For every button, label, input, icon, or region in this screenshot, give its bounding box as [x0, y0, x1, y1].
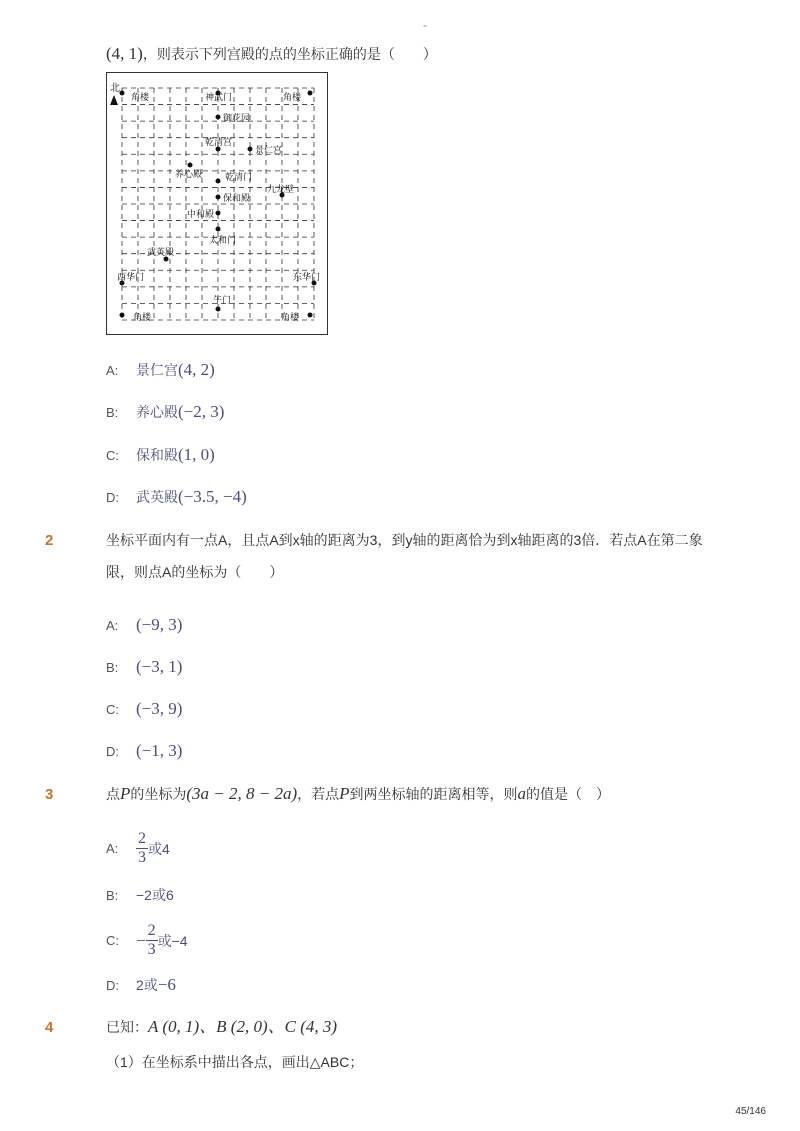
question-number: 4 [45, 1019, 54, 1036]
q2-line-1: 坐标平面内有一点A，且点A到x轴的距离为3，到y轴的距离恰为到x轴距离的3倍．若点A在第二象 [106, 532, 703, 548]
option-letter: B: [106, 404, 119, 420]
north-arrow-icon [110, 95, 118, 105]
option-text: 景仁宫 [136, 362, 178, 378]
option-letter: D: [106, 489, 119, 505]
option-math: (−3, 1) [136, 657, 183, 676]
palace-point [216, 195, 221, 200]
label-yangxindian: 养心殿 [175, 169, 203, 179]
option-letter: D: [106, 743, 119, 759]
label-corner-tl: 角楼 [131, 92, 150, 102]
palace-point [188, 163, 193, 168]
label-qianqinggong: 乾清宫 [205, 137, 233, 147]
palace-point [216, 147, 221, 152]
q2-line-2: 限，则点A的坐标为（ ） [106, 564, 284, 580]
option-letter: D: [106, 977, 119, 993]
negative-sign: − [136, 930, 146, 950]
option-letter: A: [106, 841, 119, 856]
numerator: 2 [138, 830, 146, 847]
label-corner-bl: 角楼 [133, 312, 152, 322]
palace-point [216, 227, 221, 232]
q3-var-a: a [517, 784, 527, 803]
q1-option-a[interactable] [106, 360, 215, 380]
q1-option-b[interactable] [106, 402, 224, 422]
option-text: 保和殿 [136, 447, 178, 463]
q3-var-p: P [120, 784, 131, 803]
question-number: 3 [45, 786, 54, 803]
q3-text: 的值是（ ） [526, 786, 611, 802]
question-4-stem [106, 1011, 726, 1043]
palace-point [120, 91, 125, 96]
option-text: 或−4 [157, 932, 188, 949]
option-math: (−9, 3) [136, 615, 183, 634]
q3-option-b[interactable] [106, 885, 174, 905]
q2-option-a[interactable] [106, 615, 182, 635]
label-taihemen: 太和门 [209, 235, 237, 245]
option-letter: A: [106, 362, 119, 378]
label-xihuamen: 西华门 [117, 272, 145, 282]
q4-points: A (0, 1)、B (2, 0)、C (4, 3) [148, 1017, 338, 1036]
option-math: (1, 0) [178, 445, 215, 464]
option-math: (−2, 3) [178, 402, 225, 421]
numerator: 2 [147, 922, 156, 939]
palace-point [308, 91, 313, 96]
palace-point [164, 257, 169, 262]
palace-point [308, 313, 313, 318]
option-letter: C: [106, 701, 119, 717]
denominator: 3 [138, 849, 146, 866]
q3-text: 点 [106, 786, 120, 802]
option-math: (−3, 9) [136, 699, 183, 718]
palace-point [216, 211, 221, 216]
intro-text: ，则表示下列宫殿的点的坐标正确的是（ ） [142, 46, 437, 62]
fraction [136, 830, 148, 867]
q3-var-p: P [339, 784, 350, 803]
label-donghuamen: 东华门 [293, 272, 321, 282]
denominator: 3 [147, 941, 156, 958]
option-letter: B: [106, 659, 119, 675]
label-jiulongbi: 九龙壁 [267, 184, 295, 194]
label-wumen: 午门 [213, 295, 232, 305]
q3-text: 的坐标为 [130, 786, 187, 802]
page-number: 45/146 [735, 1106, 766, 1117]
q3-expression: (3a − 2, 8 − 2a) [186, 784, 298, 803]
label-yuhuayuan: 御花园 [223, 113, 251, 123]
question-2-stem [106, 524, 726, 588]
intro-coordinate: (4, 1) [106, 44, 143, 63]
option-math: (−1, 3) [136, 741, 183, 760]
option-text: 2或 [136, 977, 158, 993]
option-text: 养心殿 [136, 404, 178, 420]
label-shenwumen: 神武门 [205, 92, 233, 102]
q3-option-a[interactable] [106, 830, 170, 867]
label-qianqingmen: 乾清门 [225, 172, 253, 182]
palace-point [120, 313, 125, 318]
q1-option-d[interactable] [106, 487, 247, 507]
label-corner-tr: 角楼 [283, 92, 302, 102]
q3-text: ，若点 [297, 786, 340, 802]
option-text: 武英殿 [136, 489, 178, 505]
fraction [146, 922, 158, 959]
option-math: (4, 2) [178, 360, 215, 379]
palace-map-figure [106, 72, 328, 335]
q2-option-d[interactable] [106, 741, 182, 761]
label-zhonghedian: 中和殿 [187, 209, 215, 219]
q4-subquestion-1: （1）在坐标系中描出各点，画出△ABC； [106, 1054, 364, 1070]
palace-point [248, 147, 253, 152]
question-number: 2 [45, 532, 54, 549]
palace-point [216, 307, 221, 312]
option-text: 或4 [148, 840, 170, 857]
palace-map-svg [107, 73, 327, 334]
label-jingrengong: 景仁宫 [255, 145, 283, 155]
q3-option-d[interactable] [106, 975, 176, 995]
palace-point [216, 179, 221, 184]
option-math: −6 [157, 975, 176, 994]
option-letter: A: [106, 617, 119, 633]
label-wuyingdian: 武英殿 [147, 247, 175, 257]
header-mark: - [423, 18, 427, 32]
option-math: (−3.5, −4) [178, 487, 247, 506]
q2-option-b[interactable] [106, 657, 182, 677]
palace-point [216, 115, 221, 120]
map-labels [117, 91, 320, 322]
label-corner-br: 角楼 [281, 312, 300, 322]
q3-option-c[interactable] [106, 922, 188, 959]
option-text: −2或6 [136, 887, 174, 903]
option-letter: C: [106, 447, 119, 463]
question-1-stem [106, 44, 437, 64]
q3-text: 到两坐标轴的距离相等，则 [349, 786, 518, 802]
north-label: 北 [110, 83, 120, 94]
label-baohedian: 保和殿 [223, 193, 251, 203]
option-letter: C: [106, 933, 119, 948]
q2-option-c[interactable] [106, 699, 182, 719]
q4-prefix: 已知： [106, 1019, 148, 1035]
question-3-stem [106, 778, 726, 810]
map-grid [122, 88, 314, 320]
option-letter: B: [106, 887, 119, 903]
q1-option-c[interactable] [106, 445, 215, 465]
